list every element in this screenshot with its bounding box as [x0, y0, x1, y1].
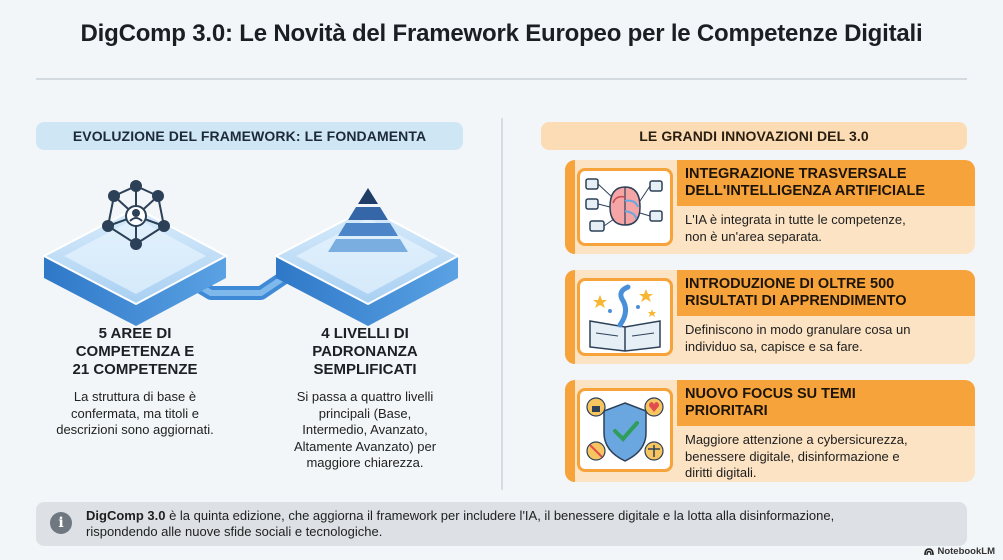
learning-outcomes-description: Definiscono in modo granulare cosa un individuo sa, capisce e sa fare.	[685, 322, 911, 354]
platforms-illustration	[36, 168, 466, 328]
mastery-levels-description: Si passa a quattro livelli principali (Base, Intermedio, Avanzato, Altamente Avanzato) per maggiore chiarezza.	[293, 389, 437, 470]
summary-text: DigComp 3.0 è la quinta edizione, che aggiorna il framework per includere l'IA, il benessere digitale e la lotta alla disinformazione, rispondendo alle nuove sfide sociali e tecnologiche.	[86, 508, 835, 539]
open-book-stars-icon	[577, 278, 673, 356]
mastery-levels-heading: 4 LIVELLI DI PADRONANZA SEMPLIFICATI	[312, 325, 418, 378]
pyramid-levels-icon	[328, 188, 408, 252]
ai-brain-icon	[577, 168, 673, 246]
brand-logo: NotebookLM	[924, 546, 995, 557]
info-icon: i	[50, 512, 72, 534]
column-divider	[501, 118, 503, 490]
summary-note	[36, 502, 967, 546]
innovation-card-learning-outcomes	[565, 270, 975, 364]
ai-integration-heading: INTEGRAZIONE TRASVERSALE DELL'INTELLIGENZA ARTIFICIALE	[685, 166, 925, 199]
learning-outcomes-heading: INTRODUZIONE DI OLTRE 500 RISULTATI DI APPRENDIMENTO	[685, 276, 907, 309]
right-section-header: LE GRANDI INNOVAZIONI DEL 3.0	[541, 122, 967, 150]
innovation-card-priority-topics	[565, 380, 975, 482]
competence-areas-heading: 5 AREE DI COMPETENZA E 21 COMPETENZE	[72, 325, 198, 378]
competence-areas-description: La struttura di base è confermata, ma titoli e descrizioni sono aggiornati.	[56, 389, 214, 437]
innovation-card-ai	[565, 160, 975, 254]
left-section-header: EVOLUZIONE DEL FRAMEWORK: LE FONDAMENTA	[36, 122, 463, 150]
ai-integration-description: L'IA è integrata in tutte le competenze, non è un'area separata.	[685, 212, 906, 244]
priority-topics-description: Maggiore attenzione a cybersicurezza, benessere digitale, disinformazione e diritti digitali.	[685, 432, 908, 480]
page-title: DigComp 3.0: Le Novità del Framework Europeo per le Competenze Digitali	[80, 20, 923, 47]
notebooklm-icon	[924, 547, 934, 557]
title-divider	[36, 78, 967, 80]
shield-check-icon	[577, 388, 673, 472]
priority-topics-heading: NUOVO FOCUS SU TEMI PRIORITARI	[685, 386, 856, 419]
